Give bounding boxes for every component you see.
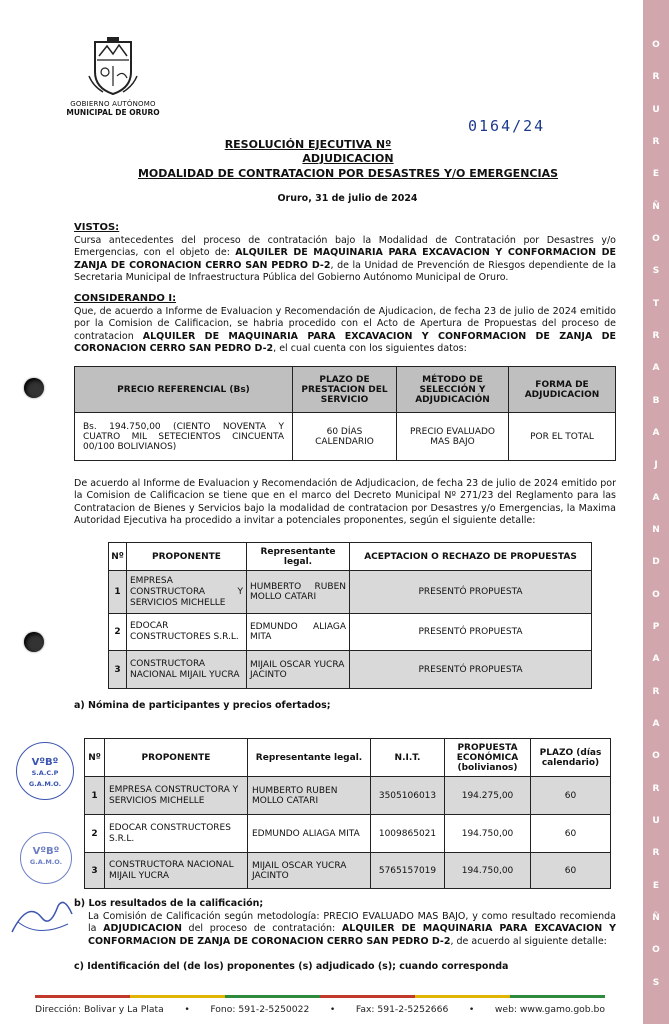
cell-plazo: 60 DÍAS CALENDARIO	[293, 413, 397, 461]
side-band-letter: T	[652, 298, 660, 309]
cell-representante: HUMBERTO RUBEN MOLLO CATARI	[248, 777, 371, 815]
table-row	[75, 413, 616, 461]
considerando-heading: CONSIDERANDO I:	[74, 293, 177, 304]
table-row	[85, 777, 611, 815]
cell-plazo: 60	[531, 777, 611, 815]
col-plazo: PLAZO DE PRESTACION DEL SERVICIO	[293, 367, 397, 413]
col-representante: Representante legal.	[247, 543, 350, 571]
cell-nit: 1009865021	[371, 815, 445, 853]
side-band-letter: B	[652, 395, 660, 406]
title-line3: MODALIDAD DE CONTRATACION POR DESASTRES Y/O EMERGENCIAS	[137, 167, 558, 180]
cell-proponente: EDOCAR CONSTRUCTORES S.R.L.	[127, 614, 247, 651]
col-num: Nº	[109, 543, 127, 571]
side-band-letter: A	[652, 428, 660, 438]
table-row	[109, 651, 592, 689]
approval-stamp-1	[16, 742, 74, 800]
footer-phone: Fono: 591-2-5250022	[210, 1004, 310, 1015]
footer-address: Dirección: Bolivar y La Plata	[35, 1004, 164, 1015]
side-band-letter: P	[652, 622, 660, 632]
considerando-object: ALQUILER DE MAQUINARIA PARA EXCAVACION Y CONFORMACION DE ZANJA DE CORONACION CERRO SAN PEDRO D-2	[74, 330, 616, 354]
cell-forma: POR EL TOTAL	[509, 413, 616, 461]
footer-fax: Fax: 591-2-5252666	[355, 1004, 449, 1015]
col-propuesta: PROPUESTA ECONÓMICA (bolivianos)	[445, 739, 531, 777]
invitation-text: De acuerdo al Informe de Evaluacion y Recomendación de Adjudicacion, de fecha 23 de julio de 2024 emitido por la Comision de Calificacion se tiene que en el marco del Decreto Municipal Nº 271/23 del Reglamento para las Contratacion de Bienes y Servicios bajo la modalidad de contratacion por Desastres y/o Emergencias, la Maxima Autoridad Ejecutiva ha procedido a invitar a potenciales proponentes, según el siguiente detalle:	[74, 478, 616, 526]
col-metodo: MÉTODO DE SELECCIÓN Y ADJUDICACIÓN	[397, 367, 509, 413]
cell-representante: MIJAIL OSCAR YUCRA JACINTO	[248, 853, 371, 889]
col-precio-referencial: PRECIO REFERENCIAL (Bs)	[75, 367, 293, 413]
section-b-heading: b) Los resultados de la calificación;	[74, 898, 264, 909]
side-band-letter: N	[652, 525, 660, 535]
approval-stamp-2	[20, 832, 72, 884]
cell-nit: 5765157019	[371, 853, 445, 889]
vistos-heading: VISTOS:	[74, 222, 120, 233]
bids-table	[84, 738, 611, 889]
side-band-letter: S	[652, 266, 660, 277]
cell-aceptacion: PRESENTÓ PROPUESTA	[350, 571, 592, 614]
side-band-letter: R	[652, 72, 660, 83]
side-band-letter: R	[652, 137, 660, 147]
footer-bullet-2: •	[329, 1004, 336, 1015]
side-band-letter: R	[652, 686, 660, 697]
stamp1-org: G.A.M.O.	[28, 780, 62, 788]
side-band-letter: U	[652, 104, 660, 115]
footer-web: web: www.gamo.gob.bo	[494, 1004, 605, 1015]
section-b-text-e: , de acuerdo al siguiente detalle:	[450, 935, 607, 947]
cell-aceptacion: PRESENTÓ PROPUESTA	[350, 651, 592, 689]
reference-table	[74, 366, 616, 461]
col-proponente: PROPONENTE	[105, 739, 248, 777]
col-plazo: PLAZO (días calendario)	[531, 739, 611, 777]
table-row	[85, 853, 611, 889]
side-band-letter: O	[652, 589, 660, 600]
stamp1-unit: S.A.C.P	[31, 769, 59, 777]
footer	[35, 1004, 605, 1015]
reference-table-header	[75, 367, 616, 413]
resolution-number: 0164/24	[468, 117, 546, 135]
section-b-adjudicacion: ADJUDICACION	[103, 923, 182, 935]
table-row	[109, 614, 592, 651]
footer-bullet-1: •	[184, 1004, 190, 1015]
side-band	[643, 0, 669, 1024]
cell-num: 1	[85, 777, 105, 815]
acceptance-table	[108, 542, 592, 689]
side-band-letter: D	[652, 557, 660, 568]
side-band-letter: R	[652, 331, 660, 341]
side-band-letter: J	[654, 460, 658, 471]
col-representante: Representante legal.	[248, 739, 371, 777]
section-b-object: ALQUILER DE MAQUINARIA PARA EXCAVACION Y CONFORMACION DE ZANJA DE CORONACION CERRO SAN PEDRO D-2	[88, 923, 617, 947]
cell-propuesta: 194.750,00	[445, 853, 531, 889]
stamp2-vobo: VºBº	[32, 846, 60, 857]
cell-plazo: 60	[531, 815, 611, 853]
side-band-letter: O	[652, 234, 660, 244]
side-band-letter: E	[652, 880, 660, 891]
table-row	[85, 815, 611, 853]
bids-table-header	[85, 739, 611, 777]
cell-proponente: EMPRESA CONSTRUCTORA Y SERVICIOS MICHELLE	[105, 777, 248, 815]
section-c-heading: c) Identificación del (de los) proponentes (s) adjudicado (s); cuando corresponda	[74, 961, 509, 972]
cell-representante: EDMUNDO ALIAGA MITA	[247, 614, 350, 651]
vistos-text	[74, 235, 616, 284]
cell-nit: 3505106013	[371, 777, 445, 815]
cell-propuesta: 194.750,00	[445, 815, 531, 853]
section-b-text-c: del proceso de contratación:	[181, 923, 342, 935]
cell-representante: HUMBERTO RUBEN MOLLO CATARI	[247, 571, 350, 614]
side-band-letter: A	[652, 719, 660, 729]
col-num: Nº	[85, 739, 105, 777]
side-band-letter: R	[652, 848, 660, 859]
cell-num: 2	[109, 614, 127, 651]
cell-proponente: EDOCAR CONSTRUCTORES S.R.L.	[105, 815, 248, 853]
side-band-letter: R	[652, 783, 660, 794]
considerando-text-c: , el cual cuenta con los siguientes datos:	[273, 342, 467, 354]
considerando-text-a: Que, de acuerdo a Informe de Evaluacion y Recomendación de Ajudicacion, de fecha 23 de julio de 2024 emitido por la Comision de Calificacion, se habria procedido con el Acto de Apertura de Propuestas del proceso de contratacion	[74, 306, 616, 342]
side-band-letter: A	[652, 363, 660, 374]
cell-proponente: EMPRESA CONSTRUCTORA Y SERVICIOS MICHELLE	[127, 571, 247, 614]
title-line2: ADJUDICACION	[302, 152, 394, 165]
cell-precio: Bs. 194.750,00 (CIENTO NOVENTA Y CUATRO MIL SETECIENTOS CINCUENTA 00/100 BOLIVIANOS)	[75, 413, 293, 461]
side-band-letter: A	[652, 654, 660, 665]
col-forma: FORMA DE ADJUDICACION	[509, 367, 616, 413]
side-band-letters	[643, 0, 669, 1024]
stamp1-vobo: VºBº	[31, 757, 59, 768]
vistos-text-a: Cursa antecedentes del proceso de contratación bajo la Modalidad de Contratación por Desastres y/o Emergencias, con el objeto de:	[74, 235, 616, 259]
cell-num: 3	[109, 651, 127, 689]
cell-proponente: CONSTRUCTORA NACIONAL MIJAIL YUCRA	[127, 651, 247, 689]
title-line1: RESOLUCIÓN EJECUTIVA Nº	[224, 138, 392, 151]
cell-representante: MIJAIL OSCAR YUCRA JACINTO	[247, 651, 350, 689]
side-band-letter: O	[652, 751, 660, 762]
cell-num: 2	[85, 815, 105, 853]
coat-of-arms-icon	[83, 36, 143, 98]
cell-num: 1	[109, 571, 127, 614]
cell-representante: EDMUNDO ALIAGA MITA	[248, 815, 371, 853]
section-b-text-a: La Comisión de Calificación según metodología: PRECIO EVALUADO MAS BAJO, y como resultado recomienda la	[88, 911, 616, 935]
vistos-object: ALQUILER DE MAQUINARIA PARA EXCAVACION Y CONFORMACION DE ZANJA DE CORONACION CERRO SAN PEDRO D-2	[74, 247, 616, 271]
vistos-text-c: , de la Unidad de Prevención de Riesgos dependiente de la Secretaria Municipal de Infraestructura Pública del Gobierno Autónomo Municipal de Oruro.	[74, 259, 617, 283]
municipal-logo	[62, 36, 164, 117]
side-band-letter: A	[652, 492, 660, 503]
cell-num: 3	[85, 853, 105, 889]
cell-aceptacion: PRESENTÓ PROPUESTA	[350, 614, 592, 651]
side-band-letter: O	[652, 40, 660, 50]
document-date: Oruro, 31 de julio de 2024	[277, 193, 418, 204]
punch-hole-bottom	[24, 632, 44, 652]
cell-proponente: CONSTRUCTORA NACIONAL MIJAIL YUCRA	[105, 853, 248, 889]
side-band-letter: Ñ	[652, 913, 660, 923]
col-proponente: PROPONENTE	[127, 543, 247, 571]
footer-color-line	[35, 995, 605, 998]
considerando-text	[74, 306, 616, 355]
acceptance-table-header	[109, 543, 592, 571]
section-b-text	[88, 911, 616, 948]
cell-plazo: 60	[531, 853, 611, 889]
cell-metodo: PRECIO EVALUADO MAS BAJO	[397, 413, 509, 461]
side-band-letter: O	[652, 945, 660, 956]
table-row	[109, 571, 592, 614]
cell-propuesta: 194.275,00	[445, 777, 531, 815]
side-band-letter: E	[652, 169, 660, 180]
punch-hole-top	[24, 378, 44, 398]
signature-scribble-icon	[8, 892, 78, 942]
col-aceptacion: ACEPTACION O RECHAZO DE PROPUESTAS	[350, 543, 592, 571]
side-band-letter: U	[652, 816, 660, 826]
footer-bullet-3: •	[468, 1004, 475, 1015]
stamp2-org: G.A.M.O.	[29, 858, 63, 866]
logo-line1: GOBIERNO AUTÓNOMO	[70, 100, 156, 108]
side-band-letter: S	[652, 977, 660, 988]
col-nit: N.I.T.	[371, 739, 445, 777]
logo-line2: MUNICIPAL DE ORURO	[66, 108, 160, 117]
section-a-heading: a) Nómina de participantes y precios ofertados;	[74, 700, 331, 711]
side-band-letter: Ñ	[652, 201, 660, 212]
